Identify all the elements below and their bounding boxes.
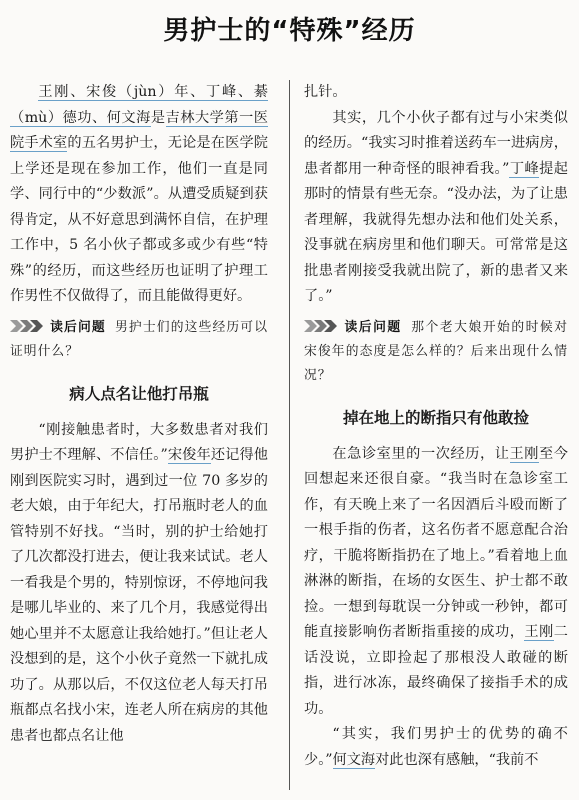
intro-rest: 的五名男护士，无论是在医学院上学还是现在参加工作，他们一直是同学、同行中的“少数派”。从遭受质疑到获得肯定，从不好意思到满怀自信，在护理工作中，5 名小伙子都或多或少有些“特殊”的经历，而这些经历也证明了护理工作男性不仅做得了，而且能做得更好。 (10, 135, 268, 304)
section-2-p2-text-b: 对此也深有感触，“我前不 (375, 751, 539, 768)
intro-place: 吉林大学第一医院手术室 (10, 109, 268, 151)
section-2-p2-text-a: “其实，我们男护士的优势的确不少。” (304, 726, 568, 768)
section-1-text-a: “刚接触患者时，大多数患者对我们男护士不理解、不信任。” (10, 421, 268, 463)
right-column (304, 80, 568, 773)
section-2-paragraph-2 (304, 722, 568, 773)
triple-chevron-icon (10, 319, 44, 333)
article-title: 男护士的“特殊”经历 (163, 16, 416, 46)
triple-chevron-icon (304, 319, 338, 333)
question-2-text: 那个老大娘开始的时候对宋俊年的态度是怎么样的？后来出现什么情况？ (304, 319, 569, 383)
column-divider (289, 80, 290, 790)
left-column (10, 80, 268, 749)
section-2-paragraph-1 (304, 442, 568, 723)
paragraph-2-name: 丁峰 (509, 160, 540, 177)
continued-text: 扎针。 (304, 84, 347, 100)
section-1-name: 宋俊年 (167, 447, 211, 463)
section-1-paragraph (10, 418, 268, 750)
paragraph-2 (304, 106, 568, 310)
section-2-name-2: 王刚 (524, 624, 554, 640)
intro-mid: 是 (150, 109, 166, 126)
section-2-text-a: 在急诊室里的一次经历，让 (332, 445, 510, 462)
question-1-text: 男护士们的这些经历可以证明什么？ (10, 319, 269, 359)
section-1-text-b: 还记得他刚到医院实习时，遇到过一位 70 多岁的老大娘，由于年纪大，打吊瓶时老人的血管特别不好找。“当时，别的护士给她打了几次都没打进去，便让我来试试。老人一看我是个男的，特别惊讶，不停地问我是哪儿毕业的、来了几个月，我感觉得出她心里并不太愿意让我给她打。”但让老人没想到的是，这个小伙子竟然一下就扎成功了。从那以后，不仅这位老人每天打吊瓶都点名找小宋，连老人所在病房的其他患者也都点名让他 (10, 447, 268, 744)
section-2-title: 掉在地上的断指只有他敢捡 (342, 408, 529, 427)
intro-paragraph (10, 80, 268, 310)
question-2-label: 读后问题 (344, 319, 402, 335)
section-2-p2-name: 何文海 (332, 751, 376, 768)
section-2-text-c: 二话没说，立即捡起了那根没人敢碰的断指，进行冰冻，最终确保了接指手术的成功。 (304, 624, 568, 717)
section-1-title: 病人点名让他打吊瓶 (69, 384, 209, 403)
question-1-label: 读后问题 (50, 319, 106, 335)
question-2 (304, 316, 568, 388)
paragraph-2-text-b: 提起那时的情景有些无奈。“没办法，为了让患者理解，我就得先想办法和他们处关系，没事就在病房里和他们聊天。可常常是这批患者刚接受我就出院了，新的患者又来了。” (304, 160, 568, 304)
section-2-name: 王刚 (509, 445, 540, 462)
question-1 (10, 316, 268, 364)
paragraph-2-text-a: 其实，几个小伙子都有过与小宋类似的经历。“我实习时推着送药车一进病房，患者都用一种奇怪的眼神看我。” (304, 109, 568, 177)
section-2-text-b: 至今回想起来还很自豪。“我当时在急诊室工作，有天晚上来了一名因酒后斗殴而断了一根手指的伤者，这名伤者不愿意配合治疗，干脆将断指扔在了地上。”看着地上血淋淋的断指，在场的女医生、护士都不敢捡。一想到每耽误一分钟或一秒钟，都可能直接影响伤者断指重接的成功， (304, 445, 568, 640)
intro-names: 王刚、宋俊（jùn）年、丁峰、綦（mù）德功、何文海 (10, 84, 268, 126)
